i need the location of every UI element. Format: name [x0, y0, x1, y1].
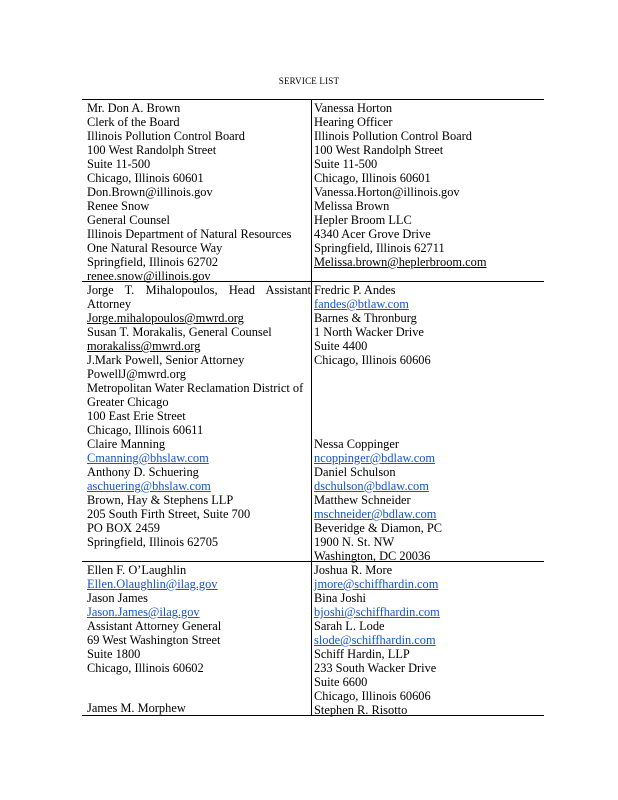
- entry-line: 4340 Acer Grove Drive: [314, 227, 431, 241]
- entry-line: Hearing Officer: [314, 115, 393, 129]
- email-link[interactable]: dschulson@bdlaw.com: [314, 479, 429, 493]
- entry-line: Joshua R. More: [314, 563, 393, 577]
- email-link[interactable]: Ellen.Olaughlin@ilag.gov: [87, 577, 218, 591]
- entry-line: Melissa Brown: [314, 199, 390, 213]
- entry-line: Washington, DC 20036: [314, 549, 431, 563]
- section-2-right: [314, 283, 542, 367]
- table-top-rule: [82, 99, 544, 100]
- section-3-left: [87, 563, 315, 675]
- entry-line: Metropolitan Water Reclamation District of: [87, 381, 304, 395]
- entry-line: Schiff Hardin, LLP: [314, 647, 410, 661]
- entry-line: Suite 1800: [87, 647, 141, 661]
- entry-line: Suite 4400: [314, 339, 368, 353]
- email-link[interactable]: bjoshi@schiffhardin.com: [314, 605, 440, 619]
- entry-line: Barnes & Thronburg: [314, 311, 417, 325]
- entry-line: 205 South Firth Street, Suite 700: [87, 507, 251, 521]
- entry-line: Sarah L. Lode: [314, 619, 385, 633]
- email-link[interactable]: mschneider@bdlaw.com: [314, 507, 437, 521]
- entry-line: Matthew Schneider: [314, 493, 411, 507]
- email-link[interactable]: jmore@schiffhardin.com: [314, 577, 439, 591]
- email-link[interactable]: Jason.James@ilag.gov: [87, 605, 200, 619]
- entry-line: Brown, Hay & Stephens LLP: [87, 493, 234, 507]
- section-3-left-lower: [87, 701, 315, 715]
- entry-line: Jorge T. Mihalopoulos, Head Assistant: [87, 283, 311, 297]
- entry-line: One Natural Resource Way: [87, 241, 223, 255]
- entry-line: Jason James: [87, 591, 148, 605]
- entry-line: Assistant Attorney General: [87, 619, 222, 633]
- section-3-right: [314, 563, 542, 717]
- entry-line: Illinois Pollution Control Board: [87, 129, 245, 143]
- email-link[interactable]: Melissa.brown@heplerbroom.com: [314, 255, 487, 269]
- email-text: renee.snow@illinois.gov: [87, 269, 211, 283]
- email-text: PowellJ@mwrd.org: [87, 367, 186, 381]
- entry-line: Clerk of the Board: [87, 115, 180, 129]
- section-1-right: [314, 101, 542, 269]
- entry-line: PO BOX 2459: [87, 521, 160, 535]
- email-text: Vanessa.Horton@illinois.gov: [314, 185, 460, 199]
- entry-line: J.Mark Powell, Senior Attorney: [87, 353, 245, 367]
- entry-line: Susan T. Morakalis, General Counsel: [87, 325, 272, 339]
- entry-line: Chicago, Illinois 60601: [87, 171, 204, 185]
- entry-line: 1 North Wacker Drive: [314, 325, 424, 339]
- email-link[interactable]: ncoppinger@bdlaw.com: [314, 451, 436, 465]
- entry-line: Vanessa Horton: [314, 101, 393, 115]
- entry-line: Springfield, Illinois 62711: [314, 241, 445, 255]
- section-1-left: [87, 101, 315, 283]
- page-title: SERVICE LIST: [278, 76, 340, 86]
- entry-line: 1900 N. St. NW: [314, 535, 395, 549]
- entry-line: Springfield, Illinois 62702: [87, 255, 219, 269]
- entry-line: Daniel Schulson: [314, 465, 396, 479]
- entry-line: Illinois Pollution Control Board: [314, 129, 472, 143]
- email-link[interactable]: slode@schiffhardin.com: [314, 633, 436, 647]
- entry-line: 100 East Erie Street: [87, 409, 186, 423]
- entry-line: Attorney: [87, 297, 132, 311]
- email-link[interactable]: aschuering@bhslaw.com: [87, 479, 211, 493]
- entry-line: Springfield, Illinois 62705: [87, 535, 219, 549]
- email-link[interactable]: Jorge.mihalopoulos@mwrd.org: [87, 311, 244, 325]
- entry-line: Anthony D. Schuering: [87, 465, 199, 479]
- entry-line: Chicago, Illinois 60611: [87, 423, 204, 437]
- entry-line: 100 West Randolph Street: [314, 143, 444, 157]
- entry-line: Beveridge & Diamon, PC: [314, 521, 443, 535]
- entry-line: General Counsel: [87, 213, 170, 227]
- entry-line: Ellen F. O’Laughlin: [87, 563, 187, 577]
- entry-line: 233 South Wacker Drive: [314, 661, 437, 675]
- entry-line: Suite 6600: [314, 675, 368, 689]
- section-2-left: [87, 283, 315, 549]
- email-link[interactable]: Cmanning@bhslaw.com: [87, 451, 209, 465]
- entry-line: James M. Morphew: [87, 701, 186, 715]
- entry-line: Chicago, Illinois 60606: [314, 689, 431, 703]
- email-link[interactable]: fandes@btlaw.com: [314, 297, 409, 311]
- entry-line: Hepler Broom LLC: [314, 213, 412, 227]
- entry-line: Chicago, Illinois 60602: [87, 661, 204, 675]
- entry-line: Claire Manning: [87, 437, 166, 451]
- entry-line: Suite 11-500: [314, 157, 378, 171]
- section-2-right-lower: [314, 437, 542, 563]
- entry-line: Chicago, Illinois 60601: [314, 171, 431, 185]
- entry-line: Nessa Coppinger: [314, 437, 399, 451]
- entry-line: Greater Chicago: [87, 395, 169, 409]
- entry-line: Illinois Department of Natural Resources: [87, 227, 292, 241]
- email-text: Don.Brown@illinois.gov: [87, 185, 213, 199]
- entry-line: Fredric P. Andes: [314, 283, 396, 297]
- entry-line: 69 West Washington Street: [87, 633, 221, 647]
- entry-line: Bina Joshi: [314, 591, 366, 605]
- entry-line: Suite 11-500: [87, 157, 151, 171]
- entry-line: Mr. Don A. Brown: [87, 101, 181, 115]
- entry-line: Renee Snow: [87, 199, 150, 213]
- entry-line: Chicago, Illinois 60606: [314, 353, 431, 367]
- entry-line: 100 West Randolph Street: [87, 143, 217, 157]
- email-link[interactable]: morakaliss@mwrd.org: [87, 339, 201, 353]
- entry-line: Stephen R. Risotto: [314, 703, 408, 717]
